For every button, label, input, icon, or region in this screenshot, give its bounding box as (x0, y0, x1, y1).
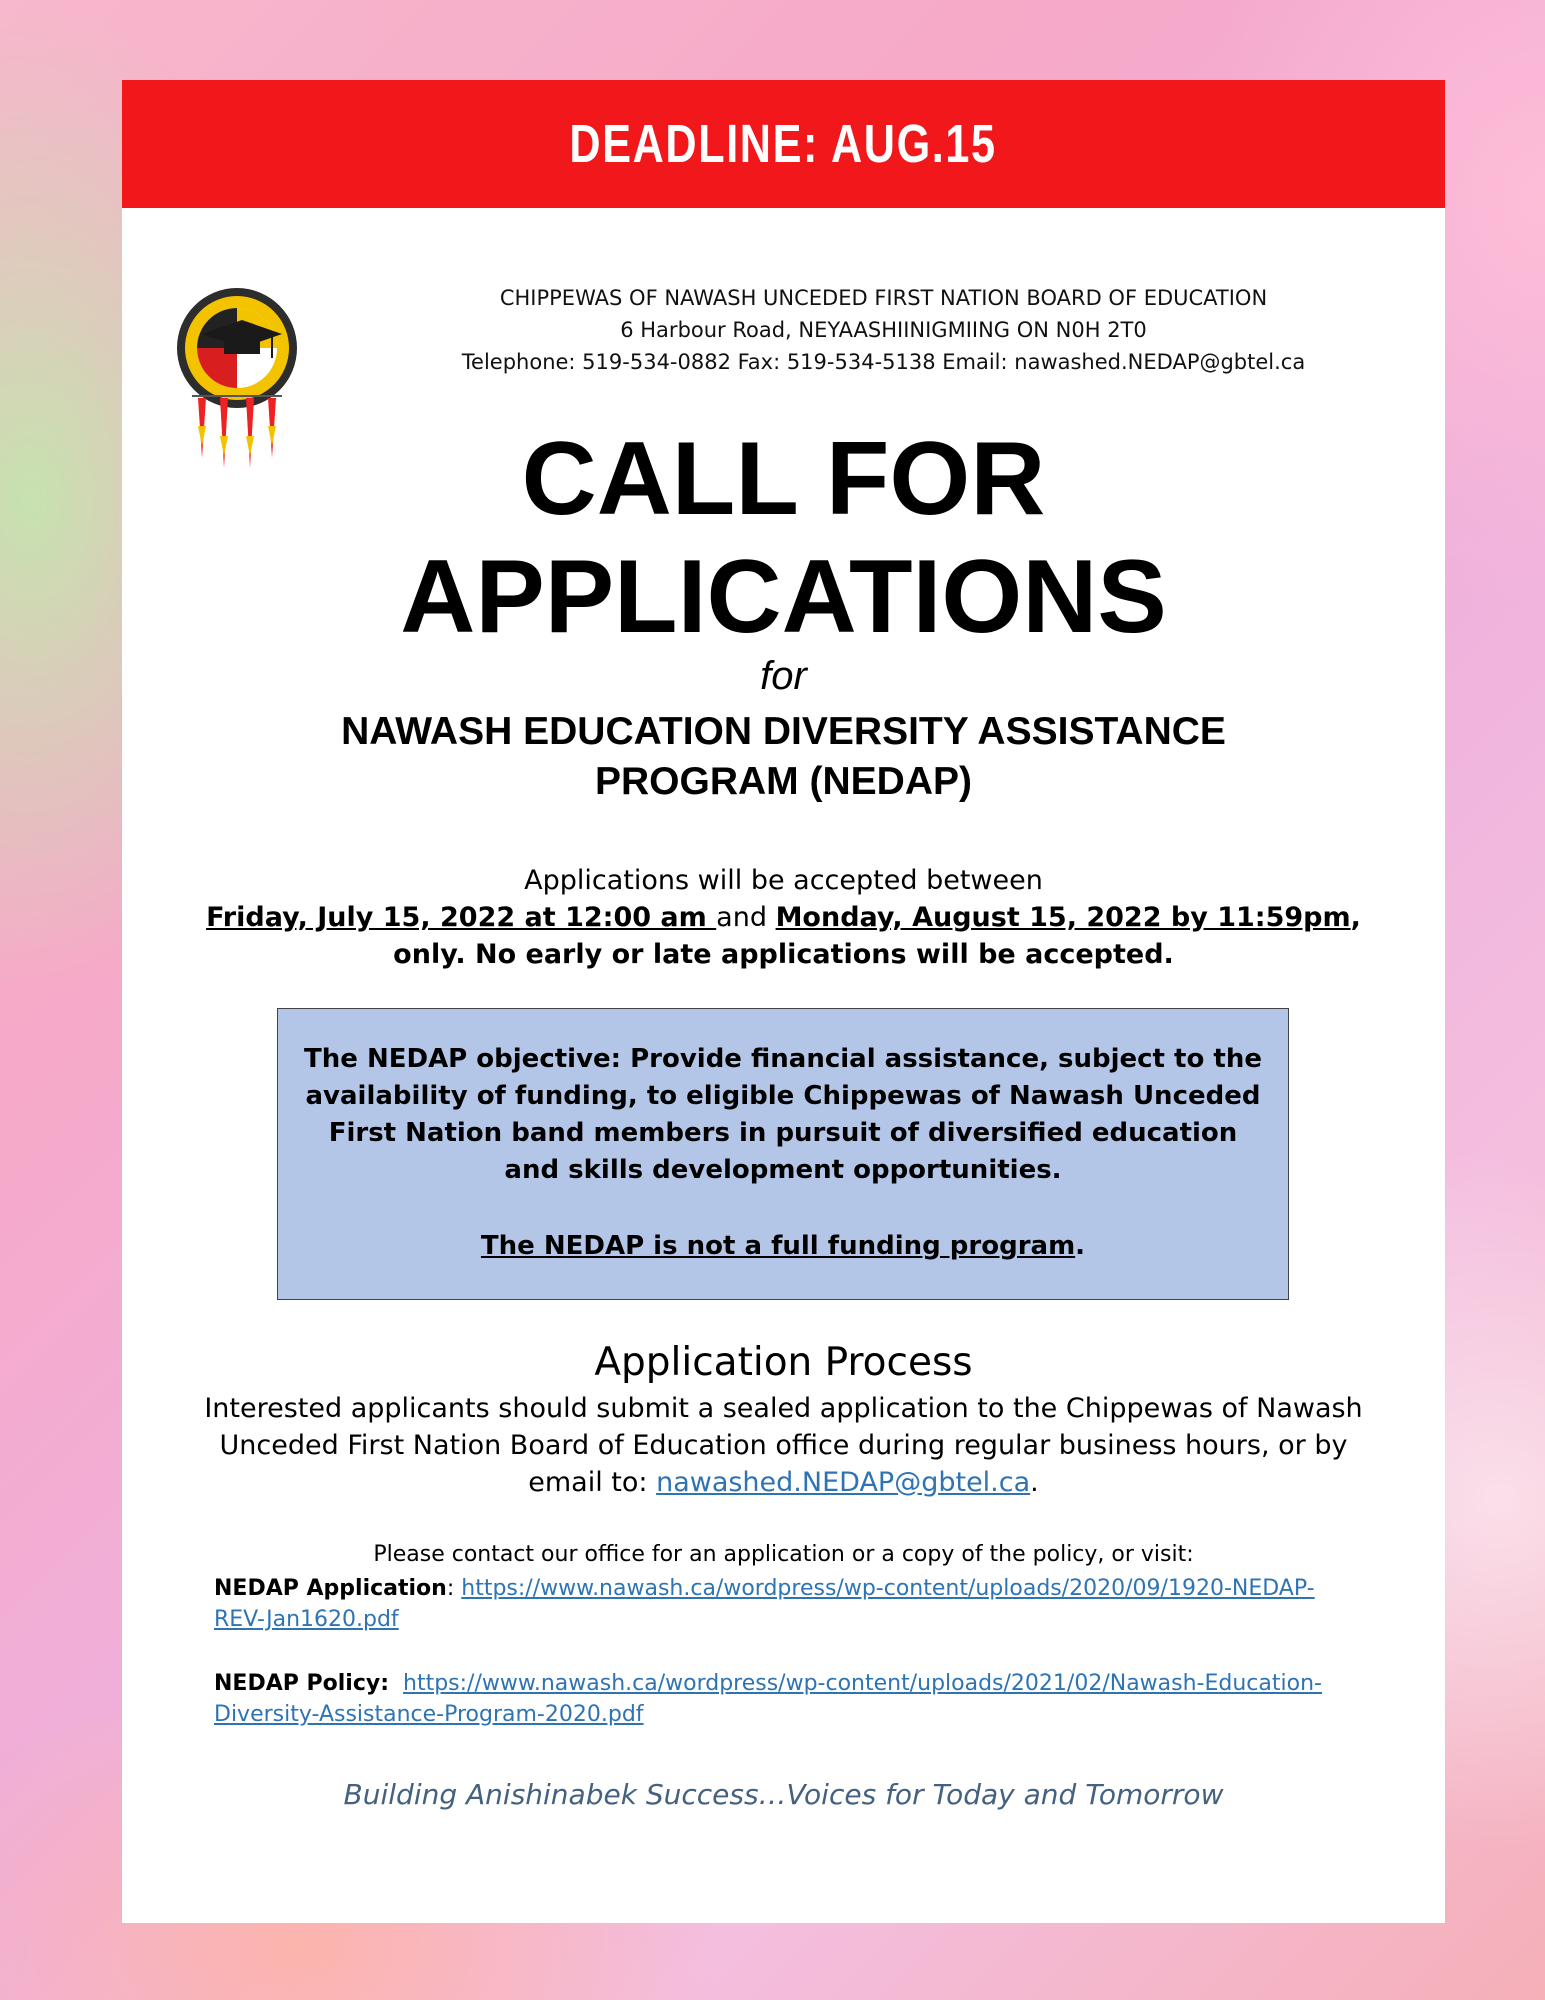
objective-box (277, 1008, 1289, 1300)
application-link-label: NEDAP Application (214, 1576, 447, 1601)
deadline-banner (122, 80, 1445, 208)
process-period: . (1030, 1467, 1039, 1498)
start-date: Friday, July 15, 2022 at 12:00 am (206, 902, 717, 933)
policy-pdf-link[interactable]: https://www.nawash.ca/wordpress/wp-content/uploads/2021/02/Nawash-Education-Diversity-Assistance-Program-2020.pdf (214, 1671, 1322, 1727)
dates-and: and (716, 902, 767, 933)
policy-link-label: NEDAP Policy: (214, 1671, 390, 1696)
application-process-heading: Application Process (594, 1340, 973, 1385)
process-body: Interested applicants should submit a sealed application to the Chippewas of Nawash Unceded First Nation Board of Education office during regular business hours, or by email to: (204, 1393, 1363, 1498)
motto: Building Anishinabek Success…Voices for Today and Tomorrow (343, 1778, 1224, 1811)
application-link-colon: : (446, 1576, 462, 1601)
end-date: Monday, August 15, 2022 by 11:59pm (775, 902, 1351, 933)
application-pdf-link[interactable]: https://www.nawash.ca/wordpress/wp-content/uploads/2020/09/1920-NEDAP-REV-Jan1620.pdf (214, 1576, 1315, 1632)
title-line-1: CALL FOR (521, 421, 1046, 537)
application-dates (122, 862, 1445, 973)
dates-intro: Applications will be accepted between (524, 865, 1043, 896)
contact-line: Please contact our office for an application or a copy of the policy, or visit: (373, 1542, 1194, 1567)
objective-text: The NEDAP objective: Provide financial assistance, subject to the availability of funding, to eligible Chippewas of Nawash Unceded First Nation band members in pursuit of diversified education and skills development opportunities. (304, 1044, 1262, 1185)
dates-comma: , (1350, 902, 1361, 933)
program-name (122, 707, 1445, 807)
not-full-funding-note (278, 1228, 1288, 1265)
organization-address: 6 Harbour Road, NEYAASHIINIGMIING ON N0H 2T0 (620, 318, 1147, 342)
application-process-text (202, 1390, 1365, 1501)
dates-note: only. No early or late applications will be accepted. (393, 939, 1174, 970)
not-full-text: The NEDAP is not a full funding program (480, 1231, 1076, 1261)
flyer-card (122, 80, 1445, 1923)
page-title (122, 420, 1445, 656)
program-line-2: PROGRAM (NEDAP) (595, 760, 972, 803)
program-line-1: NAWASH EDUCATION DIVERSITY ASSISTANCE (341, 710, 1226, 753)
email-link[interactable]: nawashed.NEDAP@gbtel.ca (656, 1467, 1031, 1498)
policy-link-row (214, 1668, 1364, 1730)
for-label: for (760, 654, 807, 698)
application-link-row (214, 1573, 1364, 1635)
organization-contact: Telephone: 519-534-0882 Fax: 519-534-5138 Email: nawashed.NEDAP@gbtel.ca (461, 350, 1306, 374)
title-line-2: APPLICATIONS (400, 539, 1167, 655)
deadline-text: DEADLINE: AUG.15 (569, 114, 998, 174)
not-full-period: . (1075, 1231, 1086, 1261)
organization-name: CHIPPEWAS OF NAWASH UNCEDED FIRST NATION BOARD OF EDUCATION (499, 286, 1268, 310)
